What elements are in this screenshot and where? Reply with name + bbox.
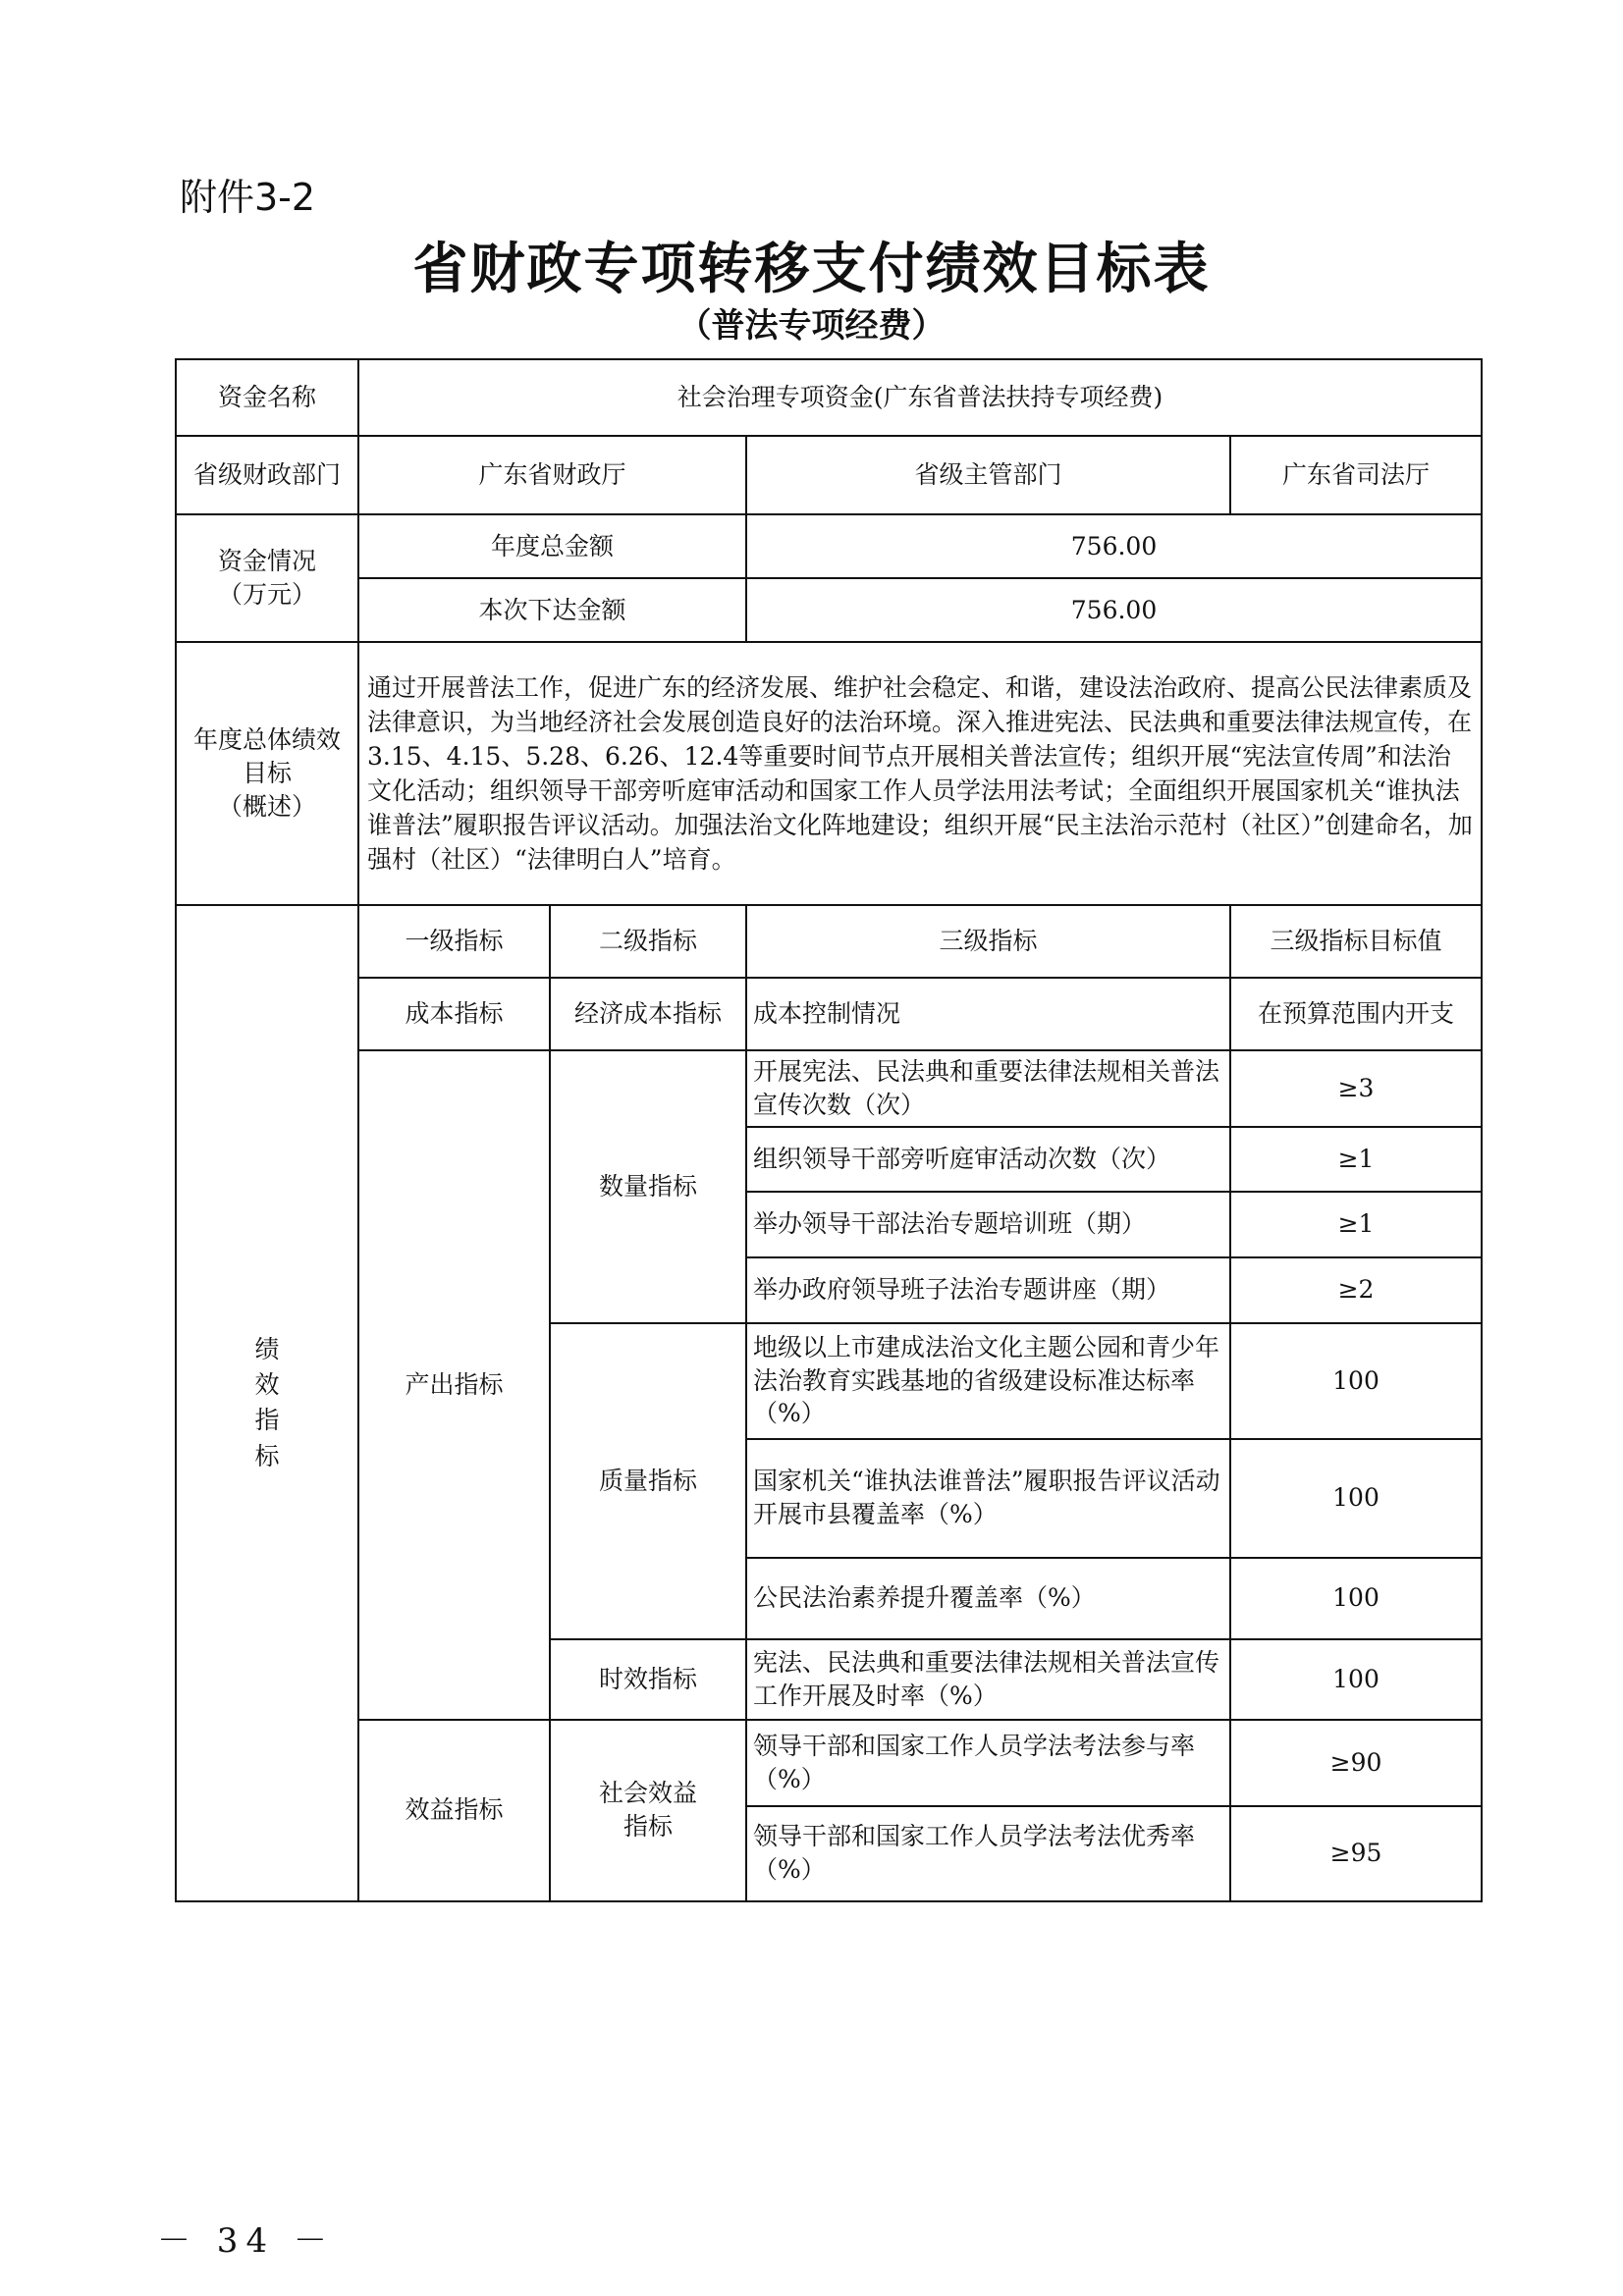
- cost-level2: 经济成本指标: [550, 978, 746, 1050]
- indicator-target: 100: [1230, 1639, 1482, 1720]
- header-level2: 二级指标: [550, 905, 746, 978]
- annual-total-row: [176, 514, 1482, 578]
- social-benefit-label-line1: 社会效益: [598, 1779, 697, 1808]
- annual-goal-label-line2: 目标: [242, 759, 292, 788]
- annual-total-label: 年度总金额: [358, 514, 746, 578]
- cost-indicator-row: [176, 978, 1482, 1050]
- finance-dept-label: 省级财政部门: [176, 436, 358, 514]
- supervisor-dept-value: 广东省司法厅: [1230, 436, 1482, 514]
- indicator-name: 举办政府领导班子法治专题讲座（期）: [746, 1257, 1230, 1323]
- quality-level2: 质量指标: [550, 1323, 746, 1639]
- timeliness-level2: 时效指标: [550, 1639, 746, 1720]
- page-subtitle: （普法专项经费）: [677, 306, 946, 346]
- indicator-target: ≥95: [1230, 1806, 1482, 1901]
- indicator-target: 100: [1230, 1558, 1482, 1639]
- issued-amount-value: 756.00: [746, 578, 1482, 642]
- indicator-row: [176, 1050, 1482, 1127]
- fund-situation-label: [176, 514, 358, 642]
- indicator-name: 举办领导干部法治专题培训班（期）: [746, 1192, 1230, 1257]
- indicator-target: ≥90: [1230, 1720, 1482, 1806]
- indicator-target: ≥1: [1230, 1192, 1482, 1257]
- finance-dept-value: 广东省财政厅: [358, 436, 746, 514]
- performance-target-table: [175, 358, 1483, 1902]
- indicator-target: ≥3: [1230, 1050, 1482, 1127]
- indicator-target: ≥1: [1230, 1127, 1482, 1192]
- indicator-name: 国家机关“谁执法谁普法”履职报告评议活动开展市县覆盖率（%）: [746, 1439, 1230, 1558]
- quantity-level2: 数量指标: [550, 1050, 746, 1323]
- indicator-name: 宪法、民法典和重要法律法规相关普法宣传工作开展及时率（%）: [746, 1639, 1230, 1720]
- header-level3: 三级指标: [746, 905, 1230, 978]
- page-number: － 34 －: [157, 2221, 335, 2261]
- fund-name-value: 社会治理专项资金(广东省普法扶持专项经费): [358, 359, 1482, 436]
- indicator-name: 开展宪法、民法典和重要法律法规相关普法宣传次数（次）: [746, 1050, 1230, 1127]
- annex-label: 附件3-2: [180, 176, 316, 219]
- indicator-row: [176, 1720, 1482, 1806]
- supervisor-dept-label: 省级主管部门: [746, 436, 1230, 514]
- annual-goal-label-line1: 年度总体绩效: [192, 725, 341, 755]
- indicator-target: ≥2: [1230, 1257, 1482, 1323]
- performance-indicator-label-char: 绩: [254, 1334, 280, 1363]
- indicator-name: 地级以上市建成法治文化主题公园和青少年法治教育实践基地的省级建设标准达标率（%）: [746, 1323, 1230, 1439]
- header-level1: 一级指标: [358, 905, 550, 978]
- indicator-name: 领导干部和国家工作人员学法考法参与率（%）: [746, 1720, 1230, 1806]
- page-title: 省财政专项转移支付绩效目标表: [412, 237, 1211, 301]
- performance-indicator-label: [176, 905, 358, 1901]
- indicator-target: 100: [1230, 1439, 1482, 1558]
- header-target: 三级指标目标值: [1230, 905, 1482, 978]
- fund-name-row: [176, 359, 1482, 436]
- cost-level1: 成本指标: [358, 978, 550, 1050]
- annual-goal-label: [176, 642, 358, 905]
- indicator-name: 组织领导干部旁听庭审活动次数（次）: [746, 1127, 1230, 1192]
- indicator-name: 领导干部和国家工作人员学法考法优秀率（%）: [746, 1806, 1230, 1901]
- annual-goal-text: 通过开展普法工作，促进广东的经济发展、维护社会稳定、和谐，建设法治政府、提高公民法律素质及法律意识，为当地经济社会发展创造良好的法治环境。深入推进宪法、民法典和重要法律法规宣传，在3.15、4.15、5.28、6.26、12.4等重要时间节点开展相关普法宣传；组织开展“宪法宣传周”和法治文化活动；组织领导干部旁听庭审活动和国家工作人员学法用法考试；全面组织开展国家机关“谁执法谁普法”履职报告评议活动。加强法治文化阵地建设；组织开展“民主法治示范村（社区）”创建命名，加强村（社区）“法律明白人”培育。: [358, 642, 1482, 905]
- social-benefit-level2: [550, 1720, 746, 1901]
- fund-name-label: 资金名称: [176, 359, 358, 436]
- benefit-level1: 效益指标: [358, 1720, 550, 1901]
- performance-indicator-label-char: 指: [254, 1406, 280, 1435]
- social-benefit-label-line2: 指标: [622, 1812, 673, 1841]
- performance-indicator-label-char: 标: [254, 1441, 280, 1470]
- indicator-target: 100: [1230, 1323, 1482, 1439]
- cost-level3: 成本控制情况: [746, 978, 1230, 1050]
- issued-amount-label: 本次下达金额: [358, 578, 746, 642]
- output-level1: 产出指标: [358, 1050, 550, 1720]
- department-row: [176, 436, 1482, 514]
- issued-amount-row: [176, 578, 1482, 642]
- indicator-name: 公民法治素养提升覆盖率（%）: [746, 1558, 1230, 1639]
- indicator-header-row: [176, 905, 1482, 978]
- annual-goal-row: [176, 642, 1482, 905]
- annual-total-value: 756.00: [746, 514, 1482, 578]
- annual-goal-label-line3: （概述）: [217, 791, 316, 821]
- performance-indicator-label-char: 效: [254, 1370, 280, 1399]
- cost-target: 在预算范围内开支: [1230, 978, 1482, 1050]
- fund-situation-label-line2: （万元）: [217, 580, 316, 609]
- fund-situation-label-line1: 资金情况: [217, 547, 316, 576]
